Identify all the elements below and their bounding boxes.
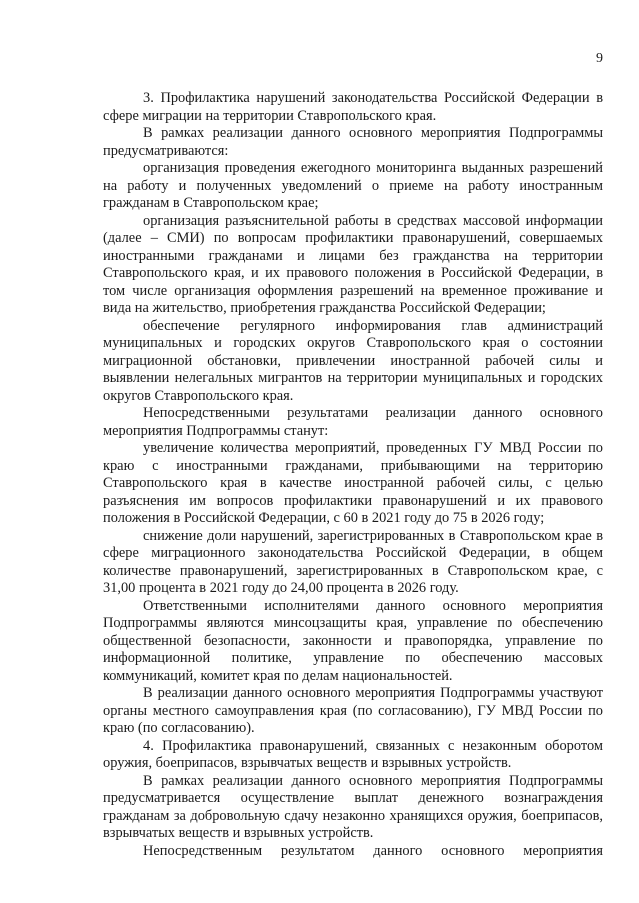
- paragraph: В рамках реализации данного основного мероприятия Подпрограммы предусматриваются:: [103, 125, 603, 159]
- page-number: 9: [596, 51, 603, 66]
- document-body: [103, 90, 603, 860]
- paragraph: В реализации данного основного мероприятия Подпрограммы участвуют органы местного самоуправления края (по согласованию), ГУ МВД России по краю (по согласованию).: [103, 685, 603, 736]
- section-heading-4: 4. Профилактика правонарушений, связанных с незаконным оборотом оружия, боеприпасов, взрывчатых веществ и взрывных устройств.: [103, 737, 603, 771]
- list-item: организация разъяснительной работы в средствах массовой информации (далее – СМИ) по вопросам профилактики правонарушений, совершаемых иностранными гражданами и лицами без гражданства на территории Ставропольского края, и их правового положения в Российской Федерации, в том числе организация оформления разрешений на временное проживание и вида на жительство, приобретения гражданства Российской Федерации;: [103, 212, 603, 316]
- paragraph-continued: Непосредственным результатом данного основного мероприятия: [143, 842, 603, 859]
- section-heading-3: 3. Профилактика нарушений законодательства Российской Федерации в сфере миграции на территории Ставропольского края.: [103, 90, 603, 124]
- paragraph: В рамках реализации данного основного мероприятия Подпрограммы предусматривается осуществление выплат денежного вознаграждения гражданам за добровольную сдачу незаконно хранящихся оружия, боеприпасов, взрывчатых веществ и взрывных устройств.: [103, 772, 603, 841]
- paragraph: Непосредственными результатами реализации данного основного мероприятия Подпрограммы станут:: [103, 405, 603, 439]
- list-item: организация проведения ежегодного мониторинга выданных разрешений на работу и полученных уведомлений о приеме на работу иностранным гражданам в Ставропольском крае;: [103, 160, 603, 211]
- paragraph: Ответственными исполнителями данного основного мероприятия Подпрограммы являются минсоцзащиты края, управление по обеспечению общественной безопасности, законности и правопорядка, управление по информационной политике, управление по обеспечению массовых коммуникаций, комитет края по делам национальностей.: [103, 597, 603, 684]
- list-item: обеспечение регулярного информирования глав администраций муниципальных и городских округов Ставропольского края о состоянии миграционной обстановки, привлечении иностранной рабочей силы и выявлении нелегальных мигрантов на территории муниципальных и городских округов Ставропольского края.: [103, 317, 603, 404]
- list-item: увеличение количества мероприятий, проведенных ГУ МВД России по краю с иностранными гражданами, прибывающими на территорию Ставропольского края в качестве иностранной рабочей силы, с целью разъяснения им вопросов профилактики правонарушений и их правового положения в Российской Федерации, с 60 в 2021 году до 75 в 2026 году;: [103, 440, 603, 526]
- list-item: снижение доли нарушений, зарегистрированных в Ставропольском крае в сфере миграционного законодательства Российской Федерации, в общем количестве правонарушений, зарегистрированных в Ставропольском крае, с 31,00 процента в 2021 году до 24,00 процента в 2026 году.: [103, 527, 603, 596]
